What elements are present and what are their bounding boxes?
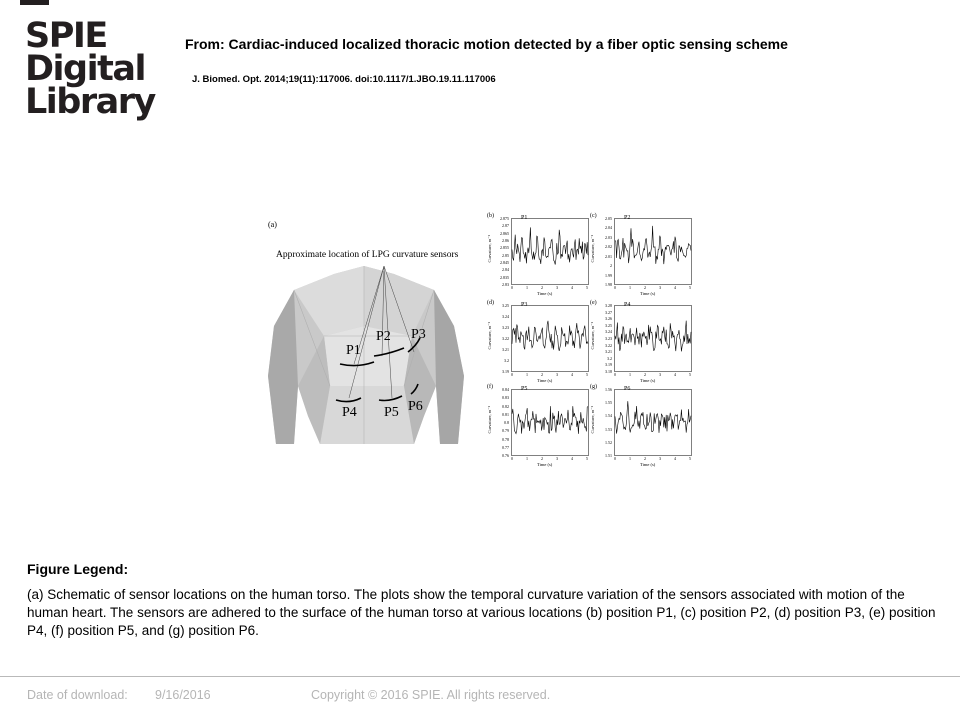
curvature-plot [590, 213, 696, 299]
curvature-trace [512, 227, 588, 264]
x-tick-label: 2 [541, 285, 543, 290]
y-tick-label: 3.2 [504, 358, 509, 363]
y-tick-label: 0.8 [504, 420, 509, 425]
x-axis-label: Time (s) [537, 378, 553, 383]
sensor-label: P4 [342, 405, 357, 420]
x-tick-label: 0 [511, 456, 513, 461]
panel-a-label: (a) [268, 220, 277, 229]
sensor-label: P1 [346, 343, 361, 358]
x-axis-label: Time (s) [537, 462, 553, 467]
x-tick-label: 2 [644, 285, 646, 290]
x-tick-label: 3 [556, 372, 558, 377]
panel-sensor-name: P4 [624, 302, 631, 308]
y-tick-label: 2.87 [502, 223, 509, 229]
x-tick-label: 0 [614, 456, 616, 461]
y-tick-label: 0.78 [502, 436, 509, 442]
panel-label: (b) [487, 213, 494, 219]
curvature-plot [487, 300, 593, 386]
x-tick-label: 4 [571, 456, 573, 461]
top-corner-mark [20, 0, 49, 5]
panel-sensor-name: P5 [521, 386, 528, 392]
x-tick-label: 3 [659, 285, 661, 290]
x-tick-label: 5 [586, 285, 588, 290]
y-tick-label: 3.23 [502, 325, 509, 330]
panel-label: (d) [487, 300, 494, 306]
y-tick-label: 0.77 [502, 444, 509, 450]
y-tick-label: 2.845 [500, 260, 509, 265]
x-tick-label: 5 [689, 372, 691, 377]
panel-label: (c) [590, 213, 597, 219]
x-axis-label: Time (s) [537, 291, 553, 296]
copyright-notice: Copyright © 2016 SPIE. All rights reserved. [311, 688, 551, 702]
x-tick-label: 1 [526, 285, 528, 290]
y-axis-label: Curvature, m⁻¹ [487, 406, 492, 434]
x-axis-label: Time (s) [640, 378, 656, 383]
y-tick-label: 3.26 [605, 316, 612, 322]
curvature-plot [590, 300, 696, 386]
y-tick-label: 0.79 [502, 428, 509, 434]
curvature-trace-chart [511, 305, 589, 373]
y-tick-label: 3.21 [605, 349, 612, 355]
y-tick-label: 1.98 [605, 282, 612, 287]
sensor-label: P5 [384, 405, 399, 420]
x-tick-label: 5 [689, 456, 691, 461]
article-citation: J. Biomed. Opt. 2014;19(11):117006. doi:10.1117/1.JBO.19.11.117006 [192, 74, 496, 85]
y-tick-label: 1.99 [605, 272, 612, 278]
y-tick-label: 1.55 [605, 400, 612, 406]
y-tick-label: 3.18 [605, 369, 612, 374]
panel-sensor-name: P2 [624, 215, 631, 221]
curvature-plot [590, 384, 696, 470]
x-tick-label: 0 [511, 285, 513, 290]
panel-sensor-name: P1 [521, 215, 528, 221]
curvature-trace [615, 321, 691, 352]
figure-legend-heading: Figure Legend: [27, 561, 129, 577]
curvature-plot [487, 213, 593, 299]
x-tick-label: 1 [526, 372, 528, 377]
spie-digital-library-logo[interactable] [25, 16, 155, 122]
y-axis-label: Curvature, m⁻¹ [590, 322, 595, 350]
x-tick-label: 1 [629, 372, 631, 377]
y-tick-label: 0.81 [502, 411, 509, 417]
curvature-trace [512, 321, 588, 351]
y-tick-label: 3.19 [605, 362, 612, 368]
x-tick-label: 3 [556, 285, 558, 290]
y-tick-label: 2.84 [502, 267, 509, 273]
y-tick-label: 3.24 [502, 314, 509, 319]
y-tick-label: 3.2 [607, 355, 612, 361]
panel-sensor-name: P6 [624, 386, 631, 392]
x-tick-label: 5 [689, 285, 691, 290]
y-tick-label: 2 [610, 263, 612, 269]
curvature-trace-chart [614, 389, 692, 457]
x-tick-label: 4 [674, 285, 676, 290]
y-tick-label: 1.53 [605, 426, 612, 432]
x-tick-label: 1 [526, 456, 528, 461]
y-tick-label: 2.875 [500, 216, 509, 221]
download-date-label: Date of download: [27, 688, 128, 702]
y-axis-label: Curvature, m⁻¹ [590, 235, 595, 263]
article-title: From: Cardiac-induced localized thoracic motion detected by a fiber optic sensing scheme [185, 36, 788, 52]
download-date: 9/16/2016 [155, 688, 211, 702]
sensor-label: P6 [408, 399, 423, 414]
x-tick-label: 1 [629, 285, 631, 290]
figure-legend-text: (a) Schematic of sensor locations on the human torso. The plots show the temporal curvature variation of the sensors associated with motion of the human heart. The sensors are adhered to the surface of the human torso at various locations (b) position P1, (c) position P2, (d) position P3, (e) position P4, (f) position P5, and (g) position P6. [27, 587, 936, 638]
curvature-trace [512, 406, 588, 434]
x-tick-label: 5 [586, 372, 588, 377]
x-tick-label: 2 [644, 372, 646, 377]
plot-frame [615, 390, 692, 456]
logo-line: Digital [25, 49, 145, 89]
y-tick-label: 3.22 [605, 342, 612, 348]
y-tick-label: 2.85 [502, 252, 509, 258]
x-tick-label: 3 [659, 372, 661, 377]
y-tick-label: 2.83 [502, 282, 509, 287]
curvature-trace [615, 401, 691, 434]
sensor-label: P3 [411, 327, 426, 342]
curvature-trace [615, 226, 691, 264]
y-tick-label: 0.83 [502, 395, 509, 401]
panel-label: (g) [590, 384, 597, 390]
x-tick-label: 1 [629, 456, 631, 461]
footer-divider [0, 676, 960, 677]
y-tick-label: 2.835 [500, 274, 509, 280]
y-tick-label: 3.24 [605, 329, 612, 335]
y-tick-label: 2.02 [605, 244, 612, 250]
curvature-trace-chart [614, 218, 692, 286]
y-tick-label: 3.25 [502, 303, 509, 308]
y-tick-label: 1.52 [605, 439, 612, 445]
y-tick-label: 3.28 [605, 303, 612, 308]
curvature-trace-chart [511, 389, 589, 457]
panel-sensor-name: P3 [521, 302, 528, 308]
curvature-plot [487, 384, 593, 470]
y-tick-label: 2.03 [605, 234, 612, 240]
x-tick-label: 3 [659, 456, 661, 461]
sensor-label: P2 [376, 329, 391, 344]
y-tick-label: 1.54 [605, 413, 612, 419]
logo-line: SPIE [25, 16, 107, 56]
torso-illustration [264, 266, 470, 444]
x-tick-label: 4 [674, 372, 676, 377]
y-tick-label: 2.05 [605, 216, 612, 221]
y-tick-label: 2.865 [500, 230, 509, 236]
y-tick-label: 3.22 [502, 336, 509, 341]
y-tick-label: 2.855 [500, 245, 509, 251]
y-tick-label: 3.25 [605, 322, 612, 328]
x-tick-label: 4 [571, 372, 573, 377]
panel-label: (e) [590, 300, 597, 306]
x-tick-label: 2 [644, 456, 646, 461]
x-tick-label: 4 [674, 456, 676, 461]
logo-line: Library [25, 82, 155, 122]
y-tick-label: 3.23 [605, 336, 612, 341]
y-tick-label: 2.01 [605, 253, 612, 259]
y-tick-label: 2.04 [605, 225, 612, 231]
y-tick-label: 3.27 [605, 309, 612, 315]
x-tick-label: 2 [541, 456, 543, 461]
x-tick-label: 0 [614, 372, 616, 377]
x-axis-label: Time (s) [640, 291, 656, 296]
panel-a-caption: Approximate location of LPG curvature sensors [276, 250, 459, 260]
x-tick-label: 0 [511, 372, 513, 377]
curvature-trace-chart [614, 305, 692, 373]
y-tick-label: 3.21 [502, 347, 509, 352]
y-axis-label: Curvature, m⁻¹ [590, 406, 595, 434]
y-axis-label: Curvature, m⁻¹ [487, 322, 492, 350]
y-tick-label: 0.84 [502, 387, 509, 392]
x-tick-label: 5 [586, 456, 588, 461]
y-tick-label: 1.56 [605, 387, 612, 392]
x-tick-label: 2 [541, 372, 543, 377]
y-tick-label: 0.76 [502, 453, 509, 458]
curvature-trace-chart [511, 218, 589, 286]
y-tick-label: 3.19 [502, 369, 509, 374]
x-tick-label: 0 [614, 285, 616, 290]
x-tick-label: 4 [571, 285, 573, 290]
x-axis-label: Time (s) [640, 462, 656, 467]
y-axis-label: Curvature, m⁻¹ [487, 235, 492, 263]
x-tick-label: 3 [556, 456, 558, 461]
y-tick-label: 0.82 [502, 403, 509, 409]
y-tick-label: 2.86 [502, 238, 509, 243]
y-tick-label: 1.51 [605, 453, 612, 458]
plot-frame [615, 219, 692, 285]
panel-label: (f) [487, 384, 493, 390]
